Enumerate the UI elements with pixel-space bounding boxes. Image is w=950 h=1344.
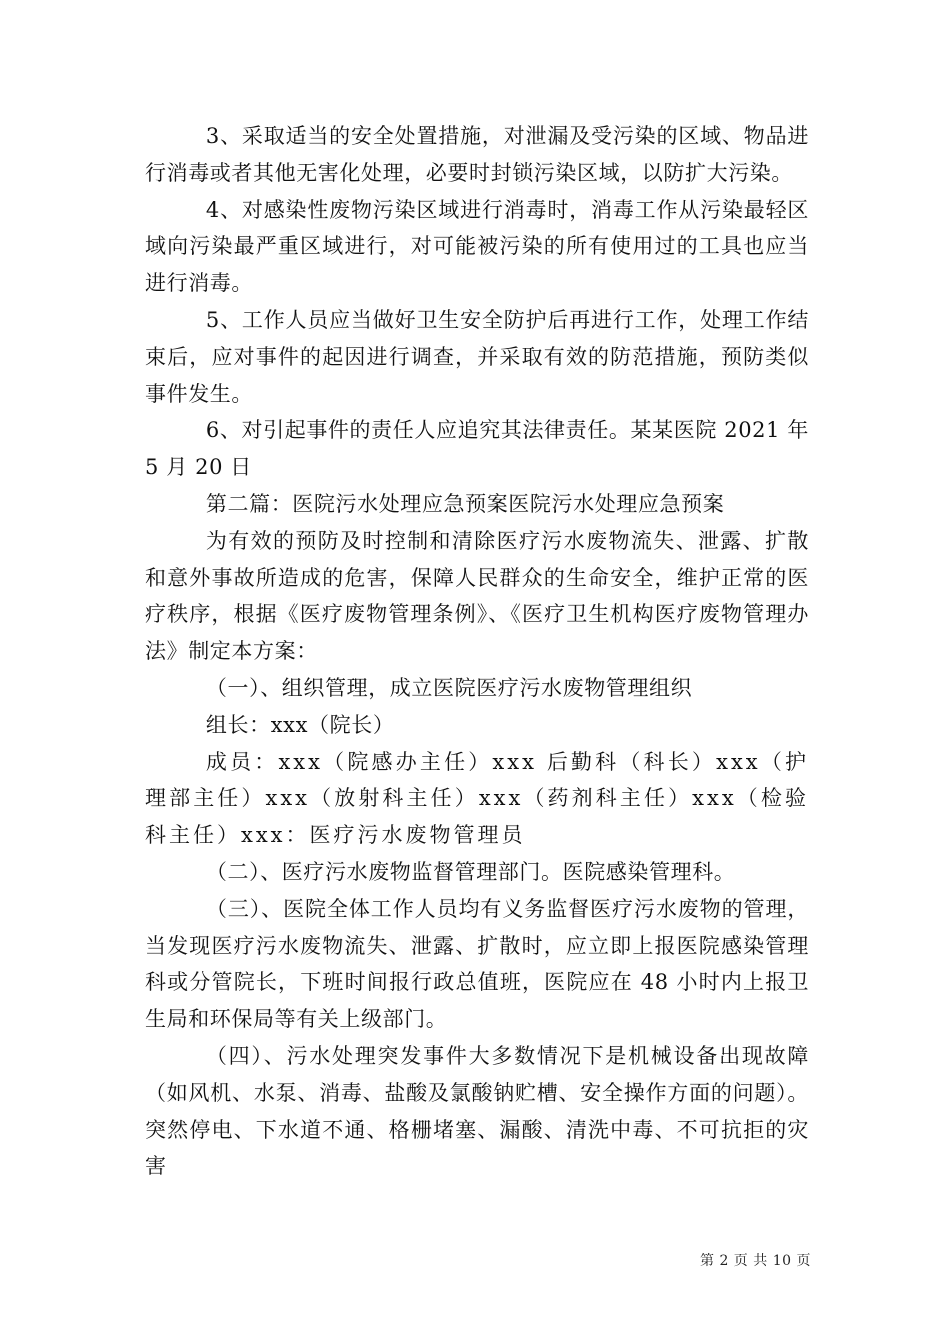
section-two: （二）、医疗污水废物监督管理部门。医院感染管理科。 bbox=[205, 859, 736, 884]
section-one-heading: （一）、组织管理，成立医院医疗污水废物管理组织 bbox=[205, 675, 693, 700]
intro-paragraph: 为有效的预防及时控制和清除医疗污水废物流失、泄露、扩散和意外事故所造成的危害，保障人民群众的生命安全，维护正常的医疗秩序，根据《医疗废物管理条例》、《医疗卫生机构医疗废物管理办法》制定本方案： bbox=[145, 528, 809, 664]
paragraph-item-5: 5、工作人员应当做好卫生安全防护后再进行工作，处理工作结束后，应对事件的起因进行调查，并采取有效的防范措施，预防类似事件发生。 bbox=[145, 307, 809, 406]
paragraph-item-4: 4、对感染性废物污染区域进行消毒时，消毒工作从污染最轻区域向污染最严重区域进行，对可能被污染的所有使用过的工具也应当进行消毒。 bbox=[145, 197, 809, 296]
page-number-footer: 第 2 页 共 10 页 bbox=[700, 1253, 811, 1269]
paragraph-item-3: 3、采取适当的安全处置措施，对泄漏及受污染的区域、物品进行消毒或者其他无害化处理，必要时封锁污染区域，以防扩大污染。 bbox=[145, 124, 809, 185]
section-title: 第二篇：医院污水处理应急预案医院污水处理应急预案 bbox=[205, 491, 725, 516]
document-body bbox=[145, 118, 809, 1185]
section-four: （四）、污水处理突发事件大多数情况下是机械设备出现故障（如风机、水泵、消毒、盐酸及氯酸钠贮槽、安全操作方面的问题）。突然停电、下水道不通、格栅堵塞、漏酸、清洗中毒、不可抗拒的灾害 bbox=[145, 1043, 809, 1179]
team-members: 成员：xxx（院感办主任）xxx 后勤科（科长）xxx（护理部主任）xxx（放射科主任）xxx（药剂科主任）xxx（检验科主任）xxx：医疗污水废物管理员 bbox=[145, 749, 809, 848]
section-three: （三）、医院全体工作人员均有义务监督医疗污水废物的管理，当发现医疗污水废物流失、泄露、扩散时，应立即上报医院感染管理科或分管院长，下班时间报行政总值班，医院应在 48 小时内上报卫生局和环保局等有关上级部门。 bbox=[145, 896, 809, 1032]
paragraph-item-6-signature: 6、对引起事件的责任人应追究其法律责任。某某医院 2021 年 5 月 20 日 bbox=[145, 418, 809, 480]
team-leader: 组长：xxx（院长） bbox=[205, 712, 395, 737]
